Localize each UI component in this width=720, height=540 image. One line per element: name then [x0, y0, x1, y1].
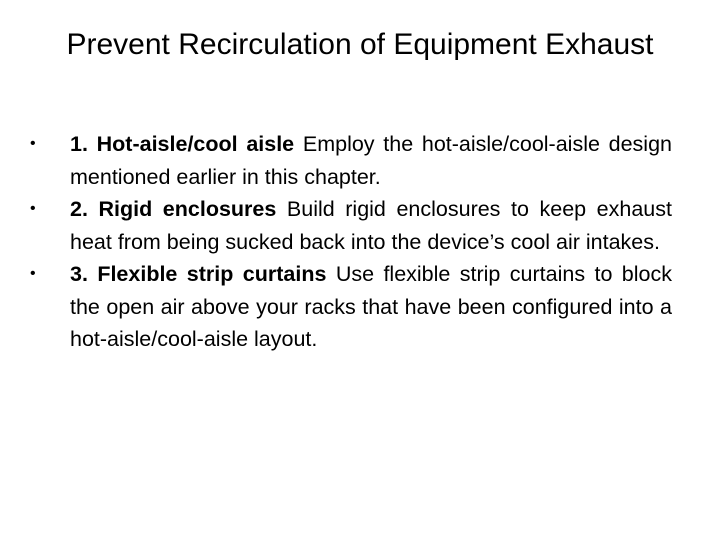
bullet-icon: •: [30, 200, 36, 217]
bullet-item: [30, 128, 672, 193]
bullet-list: [30, 128, 672, 356]
bullet-text: Build rigid enclosures to keep exhaust heat from being sucked back into the device’s cool air intakes.: [70, 197, 672, 254]
bullet-item: [30, 193, 672, 258]
bullet-text: Employ the hot-aisle/cool-aisle design mentioned earlier in this chapter.: [70, 132, 673, 189]
bullet-icon: •: [30, 265, 36, 282]
bullet-item: [30, 258, 672, 356]
slide-title: Prevent Recirculation of Equipment Exhaust: [66, 28, 654, 61]
bullet-text: Use flexible strip curtains to block the open air above your racks that have been configured into a hot-aisle/cool-aisle layout.: [70, 262, 672, 351]
bullet-icon: •: [30, 135, 36, 152]
bullet-lead: 2. Rigid enclosures: [70, 197, 277, 221]
bullet-lead: 3. Flexible strip curtains: [70, 262, 327, 286]
bullet-lead: 1. Hot-aisle/cool aisle: [70, 132, 295, 156]
